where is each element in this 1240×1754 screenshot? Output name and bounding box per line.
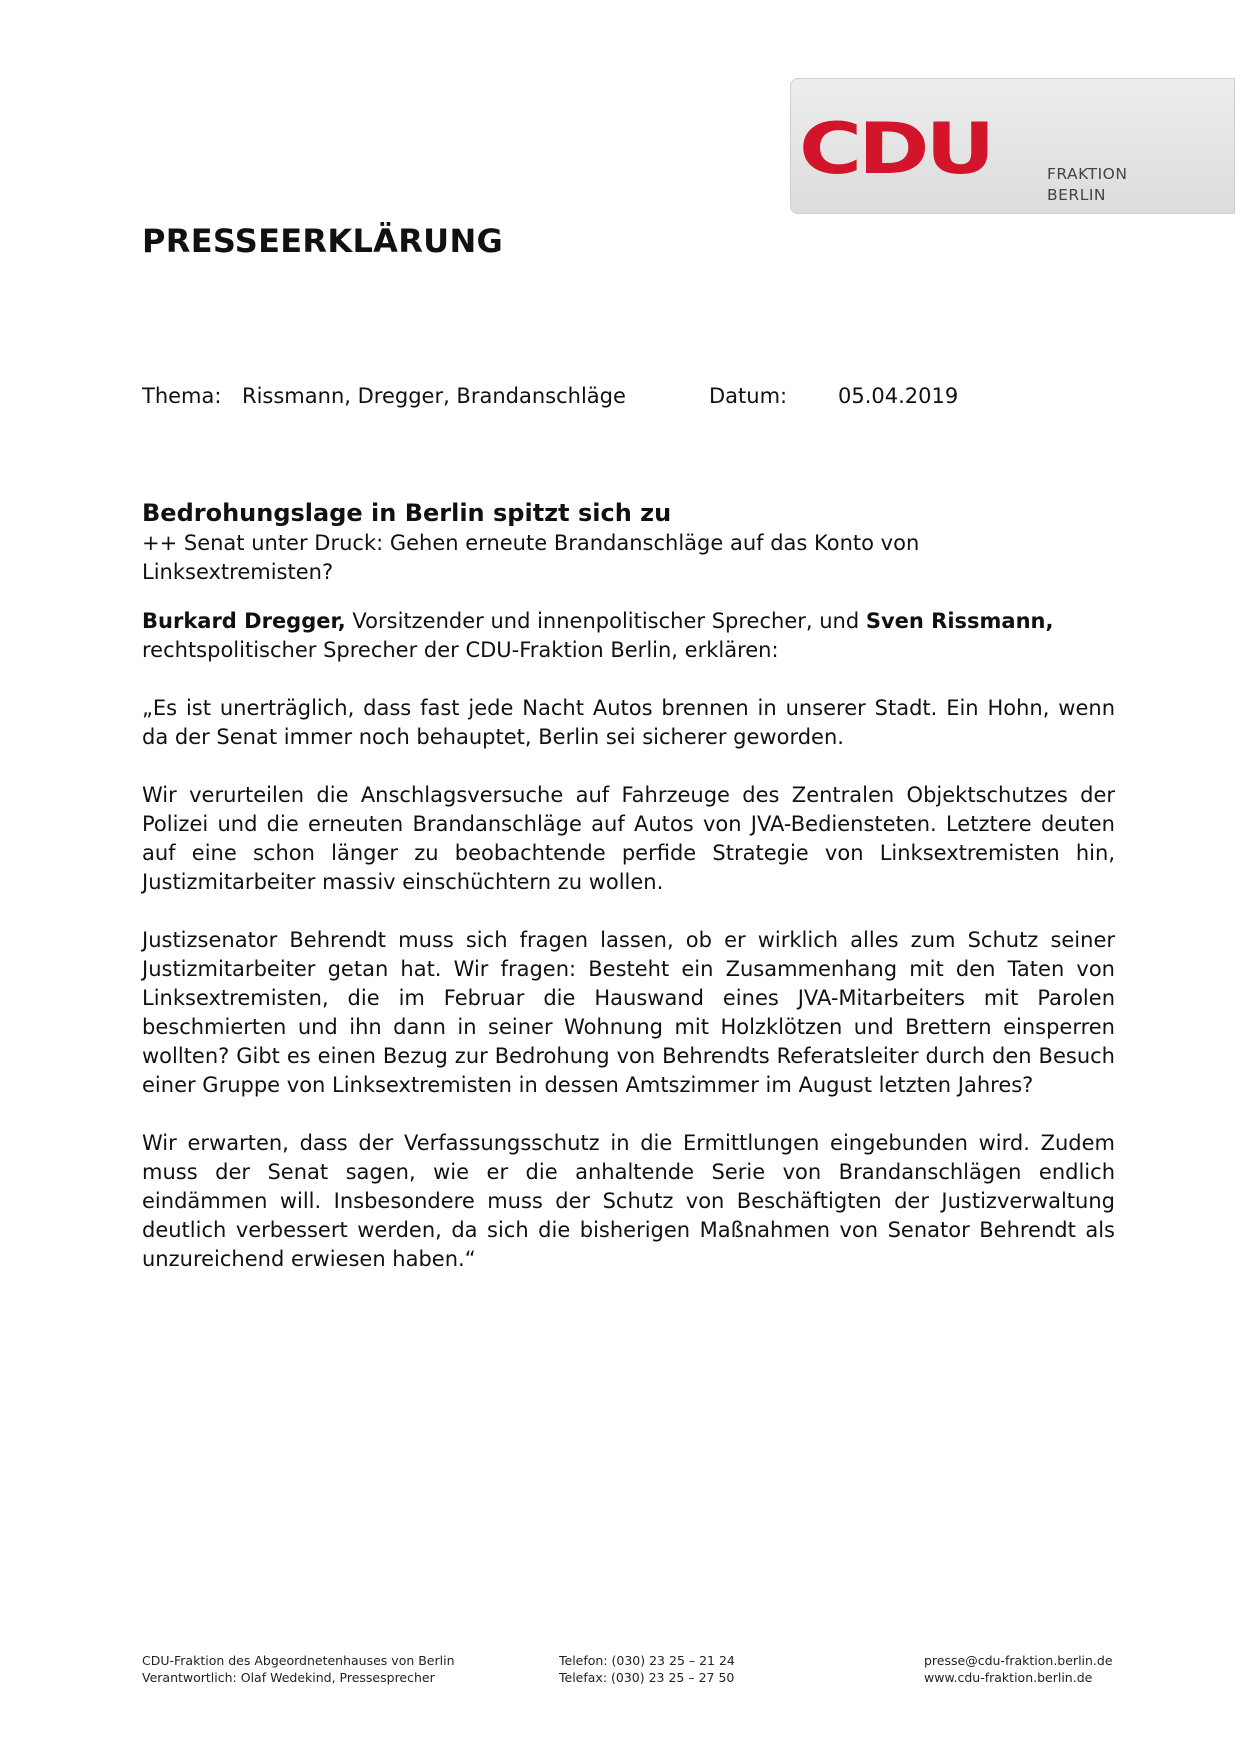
subline: ++ Senat unter Druck: Gehen erneute Brandanschläge auf das Konto von Linksextremisten?	[142, 531, 920, 584]
logo-wordmark: CDU	[799, 108, 992, 191]
thema-value: Rissmann, Dregger, Brandanschläge	[242, 384, 626, 408]
cdu-logo	[790, 78, 1235, 214]
headline: Bedrohungslage in Berlin spitzt sich zu	[142, 499, 672, 527]
intro-text-1: Vorsitzender und innenpolitischer Sprecher, und	[345, 609, 866, 633]
intro-paragraph	[142, 607, 1115, 665]
logo-sub-line2: BERLIN	[1047, 186, 1106, 204]
paragraph-2: Wir verurteilen die Anschlagsversuche auf Fahrzeuge des Zentralen Objektschutzes der Polizei und die erneuten Brandanschläge auf Autos von JVA-Bediensteten. Letztere deuten auf eine schon länger zu beobachtende perfide Strategie von Linksextremisten hin, Justizmitarbeiter massiv einschüchtern zu wollen.	[142, 783, 1115, 894]
footer-contact-web	[924, 1652, 1113, 1686]
datum-label: Datum:	[709, 384, 788, 408]
footer-responsible: Verantwortlich: Olaf Wedekind, Pressesprecher	[142, 1670, 435, 1685]
footer-org	[142, 1652, 455, 1686]
speaker-name-1: Burkard Dregger,	[142, 609, 346, 633]
paragraph-3: Justizsenator Behrendt muss sich fragen lassen, ob er wirklich alles zum Schutz seiner Justizmitarbeiter getan hat. Wir fragen: Besteht ein Zusammenhang mit den Taten von Linksextremisten, die im Februar die Hauswand eines JVA-Mitarbeiters mit Parolen beschmierten und ihn dann in seiner Wohnung mit Holzklötzen und Brettern einsperren wollten? Gibt es einen Bezug zur Bedrohung von Behrendts Referatsleiter durch den Besuch einer Gruppe von Linksextremisten in dessen Amtszimmer im August letzten Jahres?	[142, 928, 1115, 1097]
speaker-name-2: Sven Rissmann,	[865, 609, 1054, 633]
logo-sub-line1: FRAKTION	[1047, 165, 1128, 183]
paragraph-1: „Es ist unerträglich, dass fast jede Nacht Autos brennen in unserer Stadt. Ein Hohn, wenn da der Senat immer noch behauptet, Berlin sei sicherer geworden.	[142, 696, 1115, 749]
footer-phone: Telefon: (030) 23 25 – 21 24	[559, 1653, 735, 1668]
footer-contact-phone	[559, 1652, 735, 1686]
intro-text-2: rechtspolitischer Sprecher der CDU-Fraktion Berlin, erklären:	[142, 638, 779, 662]
footer-email: presse@cdu-fraktion.berlin.de	[924, 1653, 1113, 1668]
press-release-body	[142, 497, 1115, 1303]
paragraph-4: Wir erwarten, dass der Verfassungsschutz in die Ermittlungen eingebunden wird. Zudem muss der Senat sagen, wie er die anhaltende Serie von Brandanschlägen endlich eindämmen will. Insbesondere muss der Schutz von Beschäftigten der Justizverwaltung deutlich verbessert werden, da sich die bisherigen Maßnahmen von Senator Behrendt als unzureichend erwiesen haben.“	[142, 1131, 1115, 1271]
footer-web: www.cdu-fraktion.berlin.de	[924, 1670, 1093, 1685]
document-type-title: PRESSEERKLÄRUNG	[142, 222, 504, 260]
logo-subtitle	[1047, 164, 1127, 206]
datum-value: 05.04.2019	[838, 384, 959, 408]
thema-label: Thema:	[142, 384, 222, 408]
footer-fax: Telefax: (030) 23 25 – 27 50	[559, 1670, 735, 1685]
footer-org-name: CDU-Fraktion des Abgeordnetenhauses von Berlin	[142, 1653, 455, 1668]
